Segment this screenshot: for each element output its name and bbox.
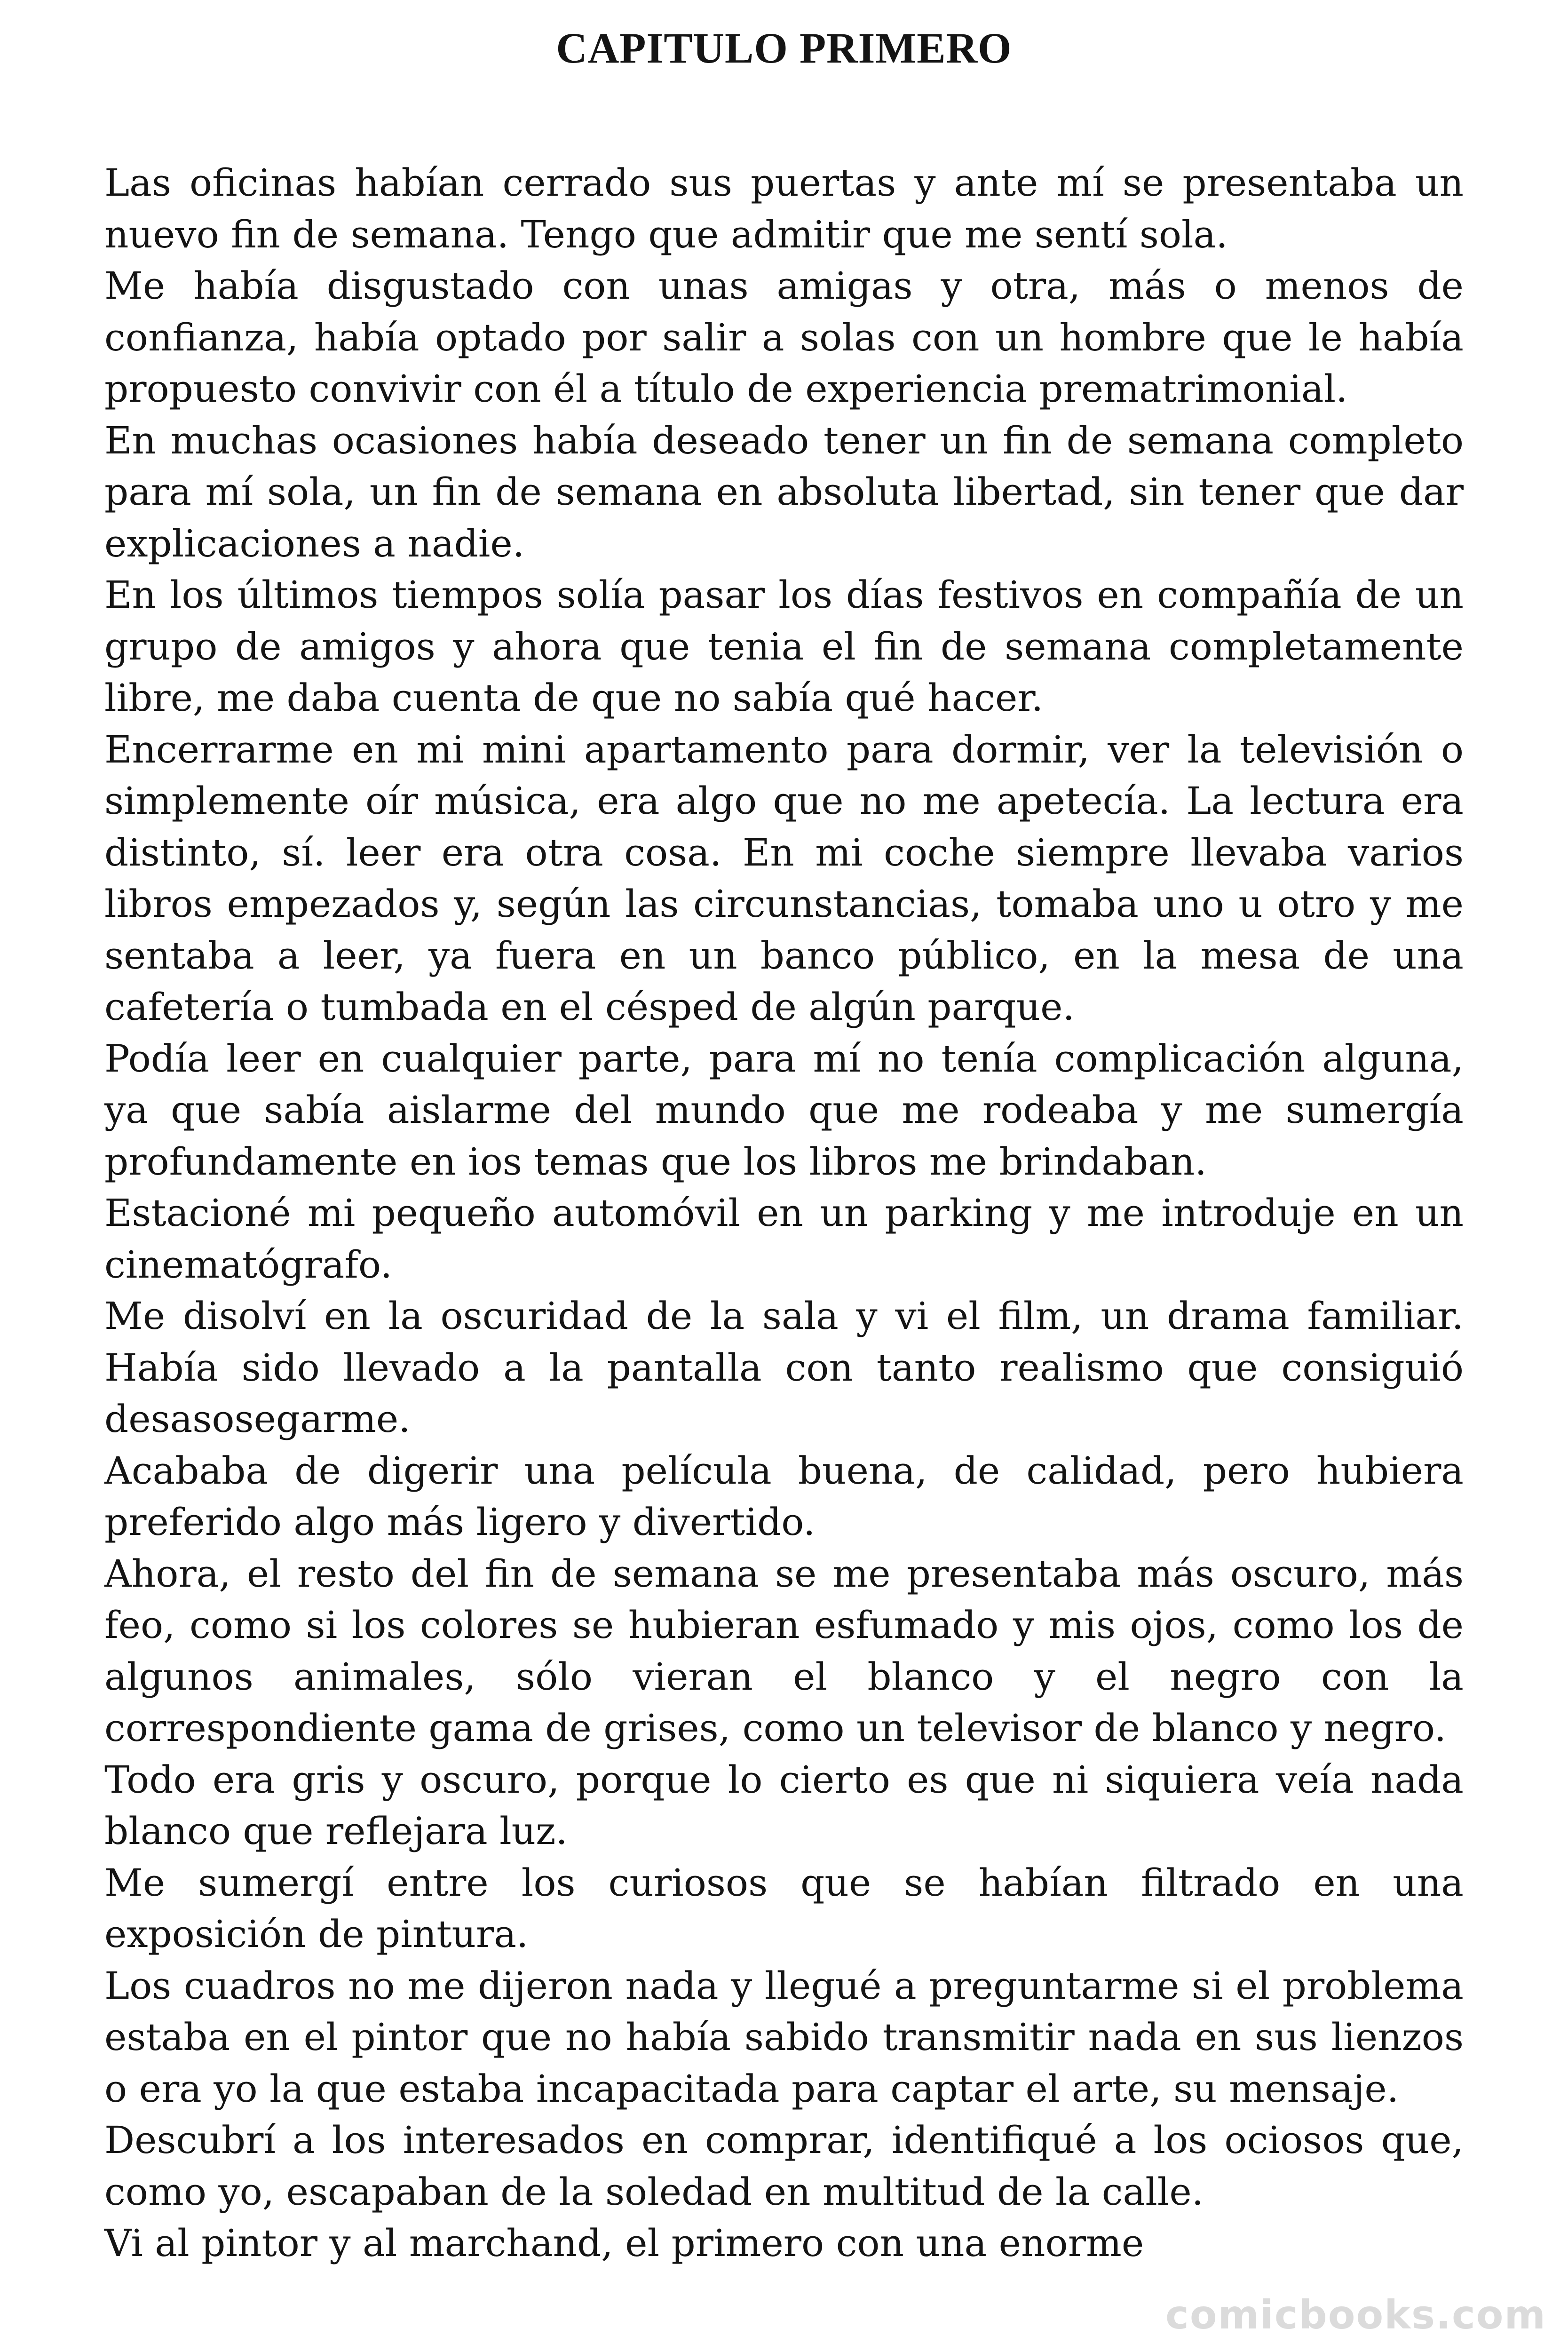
paragraph: En los últimos tiempos solía pasar los días festivos en compañía de un grupo de amigos y ahora que tenia el fin de semana completamente libre, me daba cuenta de que no sabía qué hacer.: [104, 573, 1464, 720]
paragraph: Los cuadros no me dijeron nada y llegué a preguntarme si el problema estaba en el pintor que no había sabido transmitir nada en sus lienzos o era yo la que estaba incapacitada para captar el arte, su mensaje.: [104, 1963, 1464, 2111]
paragraph: Ahora, el resto del fin de semana se me presentaba más oscuro, más feo, como si los colores se hubieran esfumado y mis ojos, como los de algunos animales, sólo vieran el blanco y el negro con la correspondiente gama de grises, como un televisor de blanco y negro.: [104, 1551, 1464, 1750]
paragraph: Estacioné mi pequeño automóvil en un parking y me introduje en un cinematógrafo.: [104, 1191, 1464, 1287]
chapter-body: [104, 157, 1464, 2269]
paragraph: Me había disgustado con unas amigas y otra, más o menos de confianza, había optado por salir a solas con un hombre que le había propuesto convivir con él a título de experiencia prematrimonial.: [104, 264, 1464, 411]
chapter-title: CAPITULO PRIMERO: [556, 24, 1012, 72]
paragraph: Vi al pintor y al marchand, el primero con una enorme: [104, 2221, 1144, 2265]
paragraph: Podía leer en cualquier parte, para mí no tenía complicación alguna, ya que sabía aislarme del mundo que me rodeaba y me sumergía profundamente en ios temas que los libros me brindaban.: [104, 1036, 1464, 1184]
paragraph: Me disolví en la oscuridad de la sala y vi el film, un drama familiar. Había sido llevado a la pantalla con tanto realismo que consiguió desasosegarme.: [104, 1294, 1464, 1441]
paragraph: Me sumergí entre los curiosos que se habían filtrado en una exposición de pintura.: [104, 1860, 1464, 1956]
paragraph: Las oficinas habían cerrado sus puertas y ante mí se presentaba un nuevo fin de semana. Tengo que admitir que me sentí sola.: [104, 161, 1464, 256]
paragraph: Descubrí a los interesados en comprar, identifiqué a los ociosos que, como yo, escapaban de la soledad en multitud de la calle.: [104, 2118, 1464, 2214]
paragraph: Encerrarme en mi mini apartamento para dormir, ver la televisión o simplemente oír música, era algo que no me apetecía. La lectura era distinto, sí. leer era otra cosa. En mi coche siempre llevaba varios libros empezados y, según las circunstancias, tomaba uno u otro y me sentaba a leer, ya fuera en un banco público, en la mesa de una cafetería o tumbada en el césped de algún parque.: [104, 727, 1464, 1029]
paragraph: Todo era gris y oscuro, porque lo cierto es que ni siquiera veía nada blanco que reflejara luz.: [104, 1757, 1464, 1853]
paragraph: En muchas ocasiones había deseado tener un fin de semana completo para mí sola, un fin de semana en absoluta libertad, sin tener que dar explicaciones a nadie.: [104, 418, 1464, 565]
site-watermark: comicbooks.com: [1163, 2292, 1549, 2338]
paragraph: Acababa de digerir una película buena, de calidad, pero hubiera preferido algo más ligero y divertido.: [104, 1448, 1464, 1544]
